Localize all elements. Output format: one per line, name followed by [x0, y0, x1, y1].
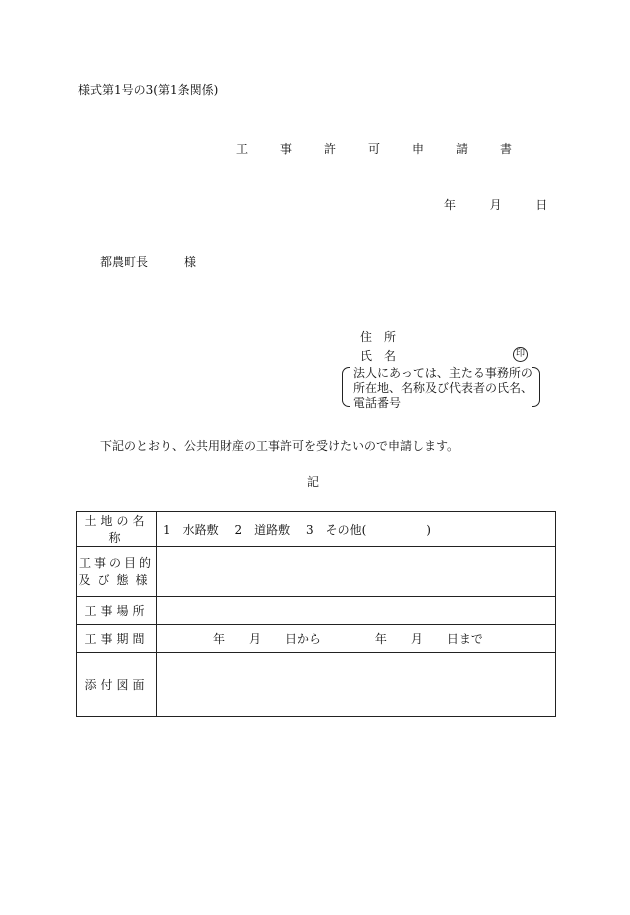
land-option-2[interactable]: 2 道路敷: [234, 522, 291, 537]
corporate-note: [342, 366, 540, 410]
period-end: 年 月 日まで: [374, 632, 483, 646]
period-label: 工事期間: [77, 625, 157, 653]
addressee-name: 都農町長: [100, 255, 149, 269]
document-title: 工 事 許 可 申 請 書: [236, 142, 523, 156]
land-option-3[interactable]: 3 その他( ): [305, 522, 431, 537]
date-month: 月: [489, 198, 502, 212]
purpose-field[interactable]: [157, 547, 556, 597]
land-name-field[interactable]: [157, 512, 556, 547]
purpose-label: [77, 547, 157, 597]
purpose-label-line: 工事の目的: [78, 555, 154, 570]
application-table: [76, 511, 556, 717]
seal-mark: 印: [513, 347, 528, 362]
request-statement: 下記のとおり、公共用財産の工事許可を受けたいので申請します。: [100, 439, 460, 453]
note-bracket-left: [342, 367, 350, 407]
date-day: 日: [535, 198, 548, 212]
table-row: [77, 547, 556, 597]
land-name-label: 土地の名称: [77, 512, 157, 547]
note-line: 電話番号: [353, 396, 402, 410]
place-field[interactable]: [157, 597, 556, 625]
purpose-label-line: 及び態様: [78, 572, 155, 587]
table-row: [77, 653, 556, 717]
name-label: 氏 名: [360, 349, 397, 363]
address-label: 住 所: [360, 330, 397, 344]
period-start: 年 月 日から: [213, 632, 322, 646]
period-field[interactable]: [157, 625, 556, 653]
note-bracket-right: [532, 367, 540, 407]
attachment-label: 添付図面: [77, 653, 157, 717]
ki-heading: 記: [307, 475, 320, 489]
place-label: 工事場所: [77, 597, 157, 625]
attachment-field[interactable]: [157, 653, 556, 717]
date-line: [444, 199, 547, 211]
table-row: [77, 597, 556, 625]
note-line: 法人にあっては、主たる事務所の: [353, 366, 533, 380]
addressee: [100, 256, 196, 268]
date-year: 年: [444, 198, 457, 212]
land-option-1[interactable]: 1 水路敷: [163, 522, 219, 537]
table-row: [77, 512, 556, 547]
addressee-suffix: 様: [184, 255, 197, 269]
note-line: 所在地、名称及び代表者の氏名、: [353, 381, 534, 395]
note-text: [353, 366, 533, 411]
form-number: 様式第1号の3(第1条関係): [78, 83, 219, 97]
table-row: [77, 625, 556, 653]
